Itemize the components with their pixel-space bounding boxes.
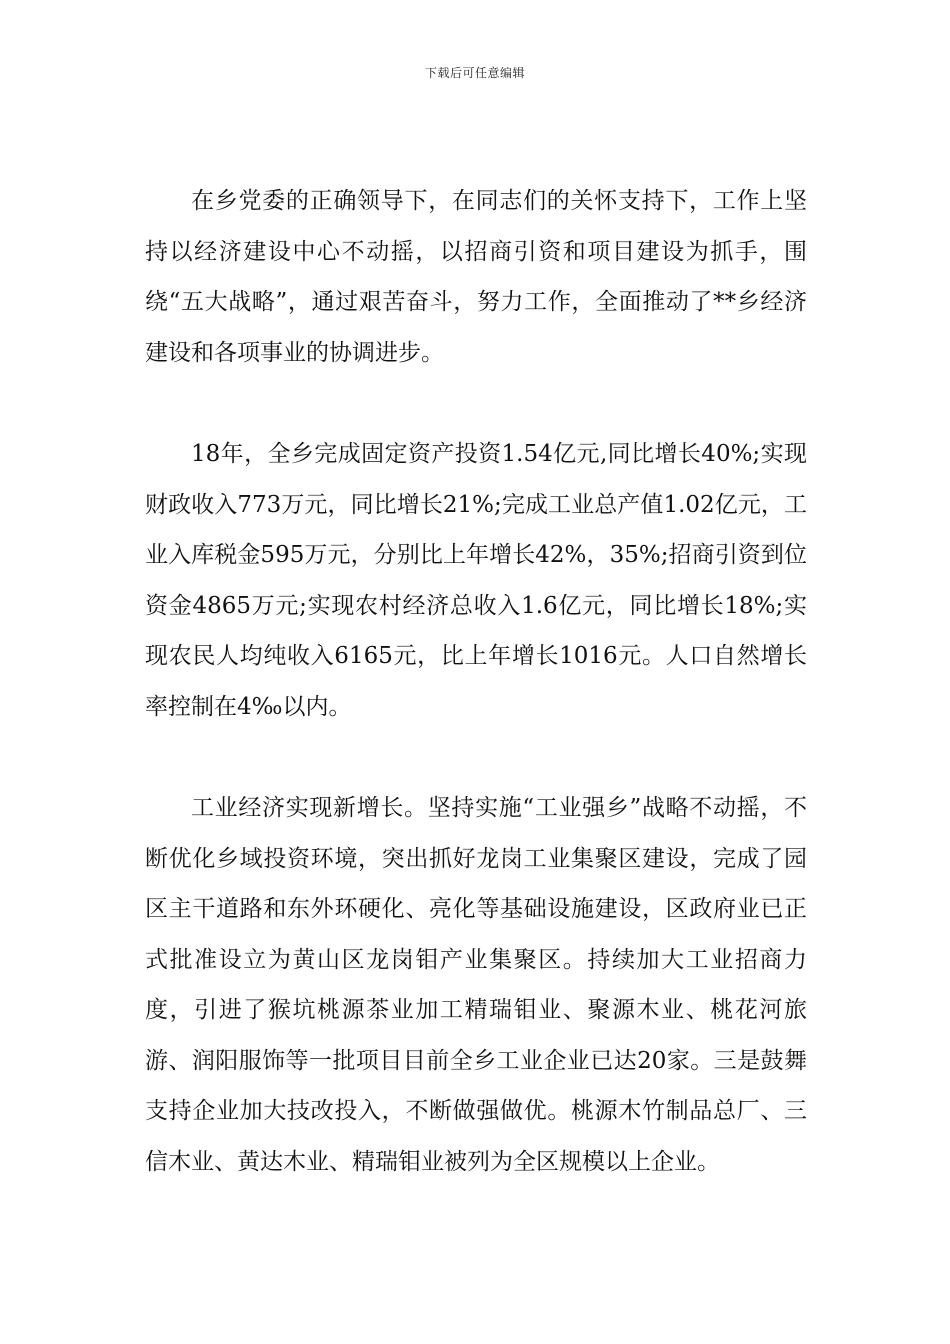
paragraph-statistics: 18年，全乡完成固定资产投资1.54亿元,同比增长40%;实现财政收入773万元，同比增长21%;完成工业总产值1.02亿元，工业入库税金595万元，分别比上年增长42%，35%;招商引资到位资金4865万元;实现农村经济总收入1.6亿元，同比增长18%;实现农民人均纯收入6165元，比上年增长1016元。人口自然增长率控制在4‰以内。 — [145, 441, 807, 720]
paragraph-industrial-economy: 工业经济实现新增长。坚持实施“工业强乡”战略不动摇，不断优化乡域投资环境，突出抓好龙岗工业集聚区建设，完成了园区主干道路和东外环硬化、亮化等基础设施建设，区政府业已正式批准设立为黄山区龙岗钼产业集聚区。持续加大工业招商力度，引进了猴坑桃源茶业加工精瑞钼业、聚源木业、桃花河旅游、润阳服饰等一批项目目前全乡工业企业已达20家。三是鼓舞支持企业加大技改投入，不断做强做优。桃源木竹制品总厂、三信木业、黄达木业、精瑞钼业被列为全区规模以上企业。 — [145, 795, 807, 1175]
document-body — [145, 176, 807, 1187]
paragraph-intro: 在乡党委的正确领导下，在同志们的关怀支持下，工作上坚持以经济建设中心不动摇，以招商引资和项目建设为抓手，围绕“五大战略”，通过艰苦奋斗，努力工作，全面推动了**乡经济建设和各项事业的协调进步。 — [145, 188, 807, 366]
page-header-note: 下载后可任意编辑 — [424, 66, 525, 80]
